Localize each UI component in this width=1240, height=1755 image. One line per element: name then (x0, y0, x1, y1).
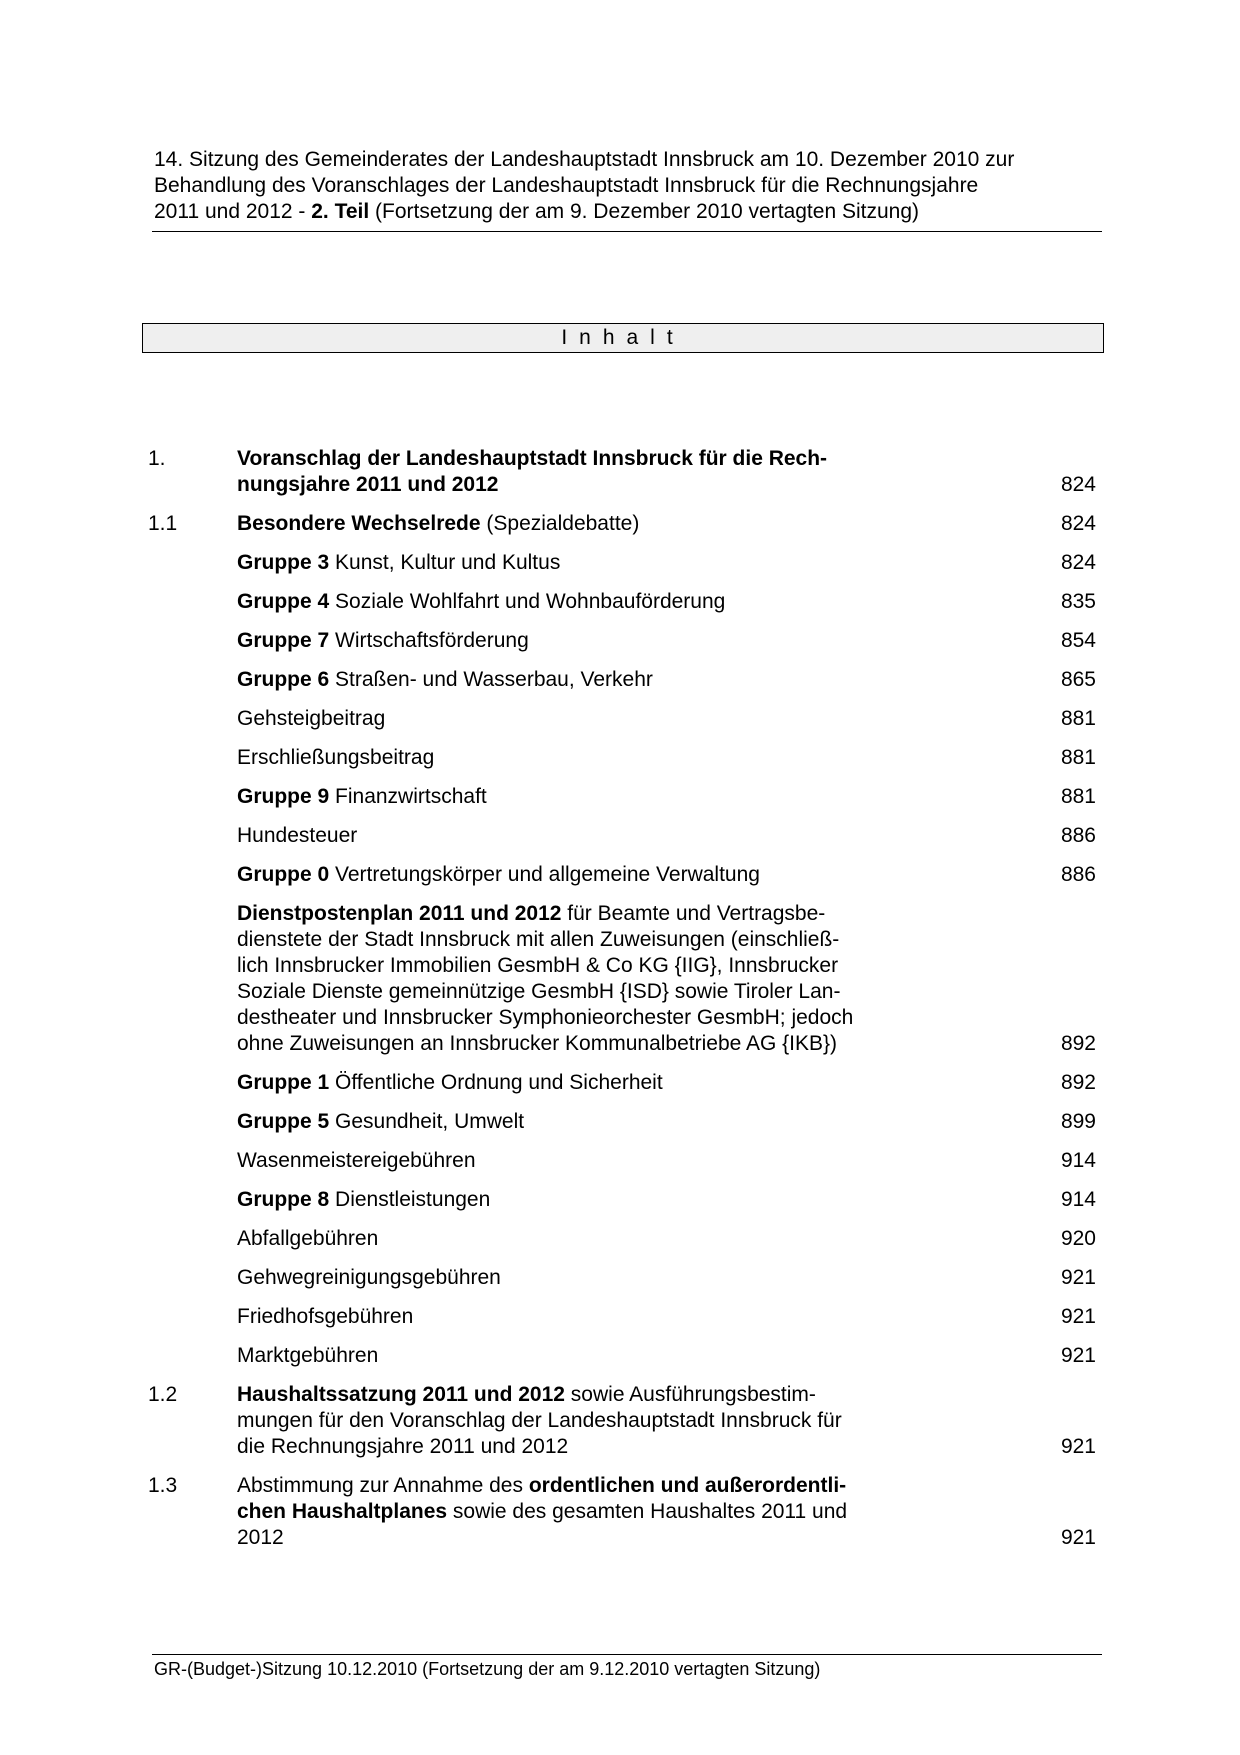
toc-entry-page: 881 (1060, 785, 1096, 808)
toc-bold-text: Gruppe 1 (237, 1071, 330, 1094)
toc-bold-text: Voranschlag der Landeshauptstadt Innsbruck für die Rech- (237, 447, 828, 470)
toc-entry-page: 881 (1060, 707, 1096, 730)
toc-entry-title (237, 550, 1007, 576)
toc-text: sowie des gesamten Haushaltes 2011 und (447, 1500, 848, 1523)
toc-entry (148, 1265, 1096, 1291)
toc-text: Wasenmeistereigebühren (237, 1149, 476, 1172)
toc-text: Dienstleistungen (329, 1188, 491, 1211)
header-line-3-post: (Fortsetzung der am 9. Dezember 2010 vertagten Sitzung) (369, 200, 919, 223)
header-part-label: 2. Teil (311, 200, 370, 223)
toc-entry (148, 1304, 1096, 1330)
toc-entry-line (237, 472, 1007, 498)
toc-entry-title (237, 823, 1007, 849)
document-header (154, 147, 1104, 225)
toc-entry-line (237, 511, 1007, 537)
toc-entry (148, 1187, 1096, 1213)
toc-entry (148, 589, 1096, 615)
toc-entry (148, 511, 1096, 537)
toc-entry-page: 886 (1060, 824, 1096, 847)
toc-entry-title (237, 589, 1007, 615)
toc-entry-line (237, 1031, 1007, 1057)
toc-entry-line (237, 706, 1007, 732)
toc-text: Öffentliche Ordnung und Sicherheit (329, 1071, 663, 1094)
toc-bold-text: Gruppe 7 (237, 629, 330, 652)
toc-bold-text: Dienstpostenplan 2011 und 2012 (237, 902, 562, 925)
toc-entry-line (237, 1525, 1007, 1551)
footer-divider (152, 1654, 1102, 1655)
toc-entry (148, 862, 1096, 888)
toc-bold-text: nungsjahre 2011 und 2012 (237, 473, 499, 496)
toc-text: lich Innsbrucker Immobilien GesmbH & Co KG {IIG}, Innsbrucker (237, 954, 839, 977)
toc-entry-title (237, 1148, 1007, 1174)
toc-text: Hundesteuer (237, 824, 358, 847)
toc-entry-title (237, 667, 1007, 693)
toc-text: Gehsteigbeitrag (237, 707, 386, 730)
toc-text: mungen für den Voranschlag der Landeshauptstadt Innsbruck für (237, 1409, 842, 1432)
toc-entry-line (237, 1005, 1007, 1031)
toc-entry-title (237, 1473, 1007, 1551)
toc-entry-title (237, 446, 1007, 498)
toc-entry-page: 914 (1060, 1188, 1096, 1211)
toc-entry-title (237, 1382, 1007, 1460)
toc-text: Soziale Dienste gemeinnützige GesmbH {ISD} sowie Tiroler Lan- (237, 980, 841, 1003)
toc-entry-line (237, 979, 1007, 1005)
toc-text: Wirtschaftsförderung (329, 629, 529, 652)
toc-bold-text: Gruppe 3 (237, 551, 330, 574)
toc-entry-title (237, 901, 1007, 1057)
toc-bold-text: Gruppe 4 (237, 590, 330, 613)
toc-text: für Beamte und Vertragsbe- (561, 902, 826, 925)
toc-entry-title (237, 1343, 1007, 1369)
toc-entry (148, 1343, 1096, 1369)
toc-entry-title (237, 1187, 1007, 1213)
toc-entry-page: 854 (1060, 629, 1096, 652)
toc-text: Gehwegreinigungsgebühren (237, 1266, 501, 1289)
toc-entry-number: 1. (148, 447, 166, 470)
toc-entry-line (237, 550, 1007, 576)
toc-text: Gesundheit, Umwelt (329, 1110, 525, 1133)
toc-text: die Rechnungsjahre 2011 und 2012 (237, 1435, 569, 1458)
toc-entry-line (237, 901, 1007, 927)
toc-text: Kunst, Kultur und Kultus (329, 551, 561, 574)
toc-entry-title (237, 1109, 1007, 1135)
toc-entry (148, 628, 1096, 654)
toc-entry (148, 667, 1096, 693)
toc-entry-page: 824 (1060, 512, 1096, 535)
toc-entry-line (237, 784, 1007, 810)
toc-entry-line (237, 1148, 1007, 1174)
toc-text: 2012 (237, 1526, 284, 1549)
toc-entry-page: 920 (1060, 1227, 1096, 1250)
header-line-3 (154, 199, 1104, 225)
toc-entry-title (237, 706, 1007, 732)
toc-entry-title (237, 511, 1007, 537)
toc-entry-page: 824 (1060, 551, 1096, 574)
toc-text: ohne Zuweisungen an Innsbrucker Kommunalbetriebe AG {IKB}) (237, 1032, 838, 1055)
toc-text: Abfallgebühren (237, 1227, 379, 1250)
toc-entry (148, 446, 1096, 498)
toc-entry-line (237, 1187, 1007, 1213)
toc-entry-line (237, 1109, 1007, 1135)
toc-entry-title (237, 1265, 1007, 1291)
toc-text: Vertretungskörper und allgemeine Verwaltung (329, 863, 760, 886)
contents-title: Inhalt (561, 326, 685, 349)
toc-entry-line (237, 1408, 1007, 1434)
toc-entry (148, 550, 1096, 576)
toc-entry-line (237, 1343, 1007, 1369)
toc-entry-line (237, 628, 1007, 654)
header-line-1: 14. Sitzung des Gemeinderates der Landeshauptstadt Innsbruck am 10. Dezember 2010 zur (154, 148, 1015, 171)
toc-bold-text: Gruppe 9 (237, 785, 330, 808)
toc-entry-line (237, 1304, 1007, 1330)
toc-entry-page: 835 (1060, 590, 1096, 613)
header-line-2: Behandlung des Voranschlages der Landeshauptstadt Innsbruck für die Rechnungsjahre (154, 174, 979, 197)
toc-entry-title (237, 1226, 1007, 1252)
toc-entry-line (237, 953, 1007, 979)
toc-entry-line (237, 1382, 1007, 1408)
toc-entry-line (237, 1265, 1007, 1291)
toc-entry-title (237, 862, 1007, 888)
toc-text: Soziale Wohlfahrt und Wohnbauförderung (329, 590, 726, 613)
toc-entry (148, 784, 1096, 810)
toc-text: Abstimmung zur Annahme des (237, 1474, 529, 1497)
toc-entry-page: 921 (1060, 1435, 1096, 1458)
toc-bold-text: chen Haushaltplanes (237, 1500, 448, 1523)
toc-entry-page: 824 (1060, 473, 1096, 496)
toc-entry-page: 899 (1060, 1110, 1096, 1133)
toc-bold-text: Haushaltssatzung 2011 und 2012 (237, 1383, 565, 1406)
toc-text: dienstete der Stadt Innsbruck mit allen Zuweisungen (einschließ- (237, 928, 840, 951)
toc-bold-text: Gruppe 0 (237, 863, 330, 886)
toc-entry (148, 1382, 1096, 1460)
toc-entry-page: 914 (1060, 1149, 1096, 1172)
toc-entry-line (237, 1226, 1007, 1252)
toc-text: Erschließungsbeitrag (237, 746, 435, 769)
toc-entry-number: 1.2 (148, 1383, 178, 1406)
toc-entry-line (237, 823, 1007, 849)
toc-entry-title (237, 1304, 1007, 1330)
toc-text: Straßen- und Wasserbau, Verkehr (329, 668, 653, 691)
toc-text: Friedhofsgebühren (237, 1305, 414, 1328)
toc-entry (148, 1109, 1096, 1135)
toc-entry-number: 1.1 (148, 512, 178, 535)
toc-entry-page: 921 (1060, 1344, 1096, 1367)
contents-title-box (142, 323, 1104, 353)
toc-entry (148, 901, 1096, 1057)
toc-entry (148, 1148, 1096, 1174)
toc-entry-page: 886 (1060, 863, 1096, 886)
toc-entry-page: 921 (1060, 1266, 1096, 1289)
toc-entry-line (237, 745, 1007, 771)
toc-entry (148, 1070, 1096, 1096)
toc-entry-page: 921 (1060, 1526, 1096, 1549)
toc-bold-text: Gruppe 8 (237, 1188, 330, 1211)
toc-entry-line (237, 1434, 1007, 1460)
toc-entry-line (237, 1473, 1007, 1499)
toc-entry-title (237, 784, 1007, 810)
toc-entry-line (237, 589, 1007, 615)
toc-entry-page: 892 (1060, 1032, 1096, 1055)
page-footer: GR-(Budget-)Sitzung 10.12.2010 (Fortsetzung der am 9.12.2010 vertagten Sitzung) (154, 1659, 821, 1679)
toc-text: destheater und Innsbrucker Symphonieorchester GesmbH; jedoch (237, 1006, 854, 1029)
toc-entry-line (237, 927, 1007, 953)
toc-text: Marktgebühren (237, 1344, 379, 1367)
toc-entry-page: 881 (1060, 746, 1096, 769)
toc-bold-text: Gruppe 5 (237, 1110, 330, 1133)
toc-text: sowie Ausführungsbestim- (564, 1383, 816, 1406)
toc-bold-text: Besondere Wechselrede (237, 512, 481, 535)
toc-entry-line (237, 667, 1007, 693)
toc-entry (148, 706, 1096, 732)
toc-entry-page: 865 (1060, 668, 1096, 691)
toc-entry-number: 1.3 (148, 1474, 178, 1497)
toc-entry-line (237, 1499, 1007, 1525)
toc-entry (148, 823, 1096, 849)
toc-entry-title (237, 1070, 1007, 1096)
toc-entry-line (237, 1070, 1007, 1096)
toc-entry (148, 1226, 1096, 1252)
toc-entry (148, 745, 1096, 771)
toc-bold-text: ordentlichen und außerordentli- (528, 1474, 847, 1497)
toc-text: Finanzwirtschaft (329, 785, 487, 808)
toc-entry-page: 921 (1060, 1305, 1096, 1328)
toc-entry-page: 892 (1060, 1071, 1096, 1094)
toc-entry-line (237, 862, 1007, 888)
toc-bold-text: Gruppe 6 (237, 668, 330, 691)
toc-text: (Spezialdebatte) (480, 512, 640, 535)
toc-entry-line (237, 446, 1007, 472)
header-line-3-pre: 2011 und 2012 - (154, 200, 312, 223)
table-of-contents (148, 446, 1096, 1564)
toc-entry (148, 1473, 1096, 1551)
header-divider (152, 231, 1102, 232)
toc-entry-title (237, 628, 1007, 654)
toc-entry-title (237, 745, 1007, 771)
